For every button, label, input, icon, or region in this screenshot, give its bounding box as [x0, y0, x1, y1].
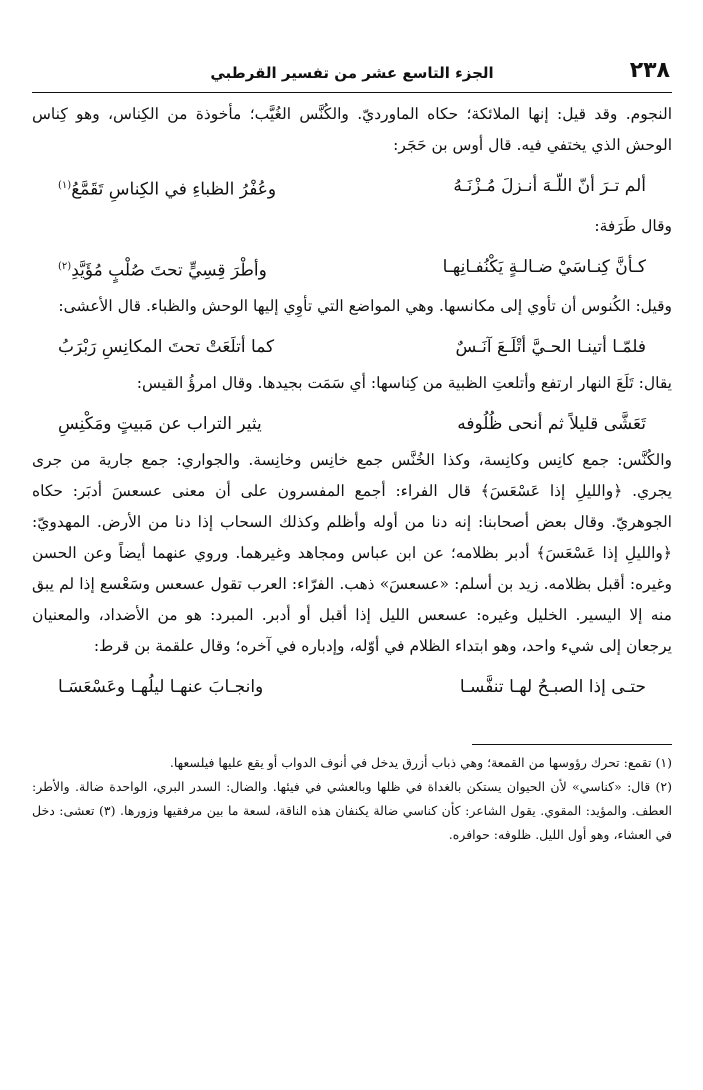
- verse-imru-alqays-second-hemistich: يثير التراب عن مَبيتٍ ومَكْنِسِ: [58, 414, 262, 435]
- book-page: [32, 58, 672, 847]
- verse-alqama: [32, 670, 672, 704]
- verse-asha-first-hemistich: فلمّـا أتينـا الحـيَّ أتْلَـعَ آنَـسٌ: [455, 337, 646, 358]
- verse-asha-second-hemistich: كما أتلَعَتْ تحتَ المكانِسِ رَبْرَبُ: [58, 337, 275, 358]
- verse-alqama-second-hemistich: وانجـابَ عنهـا ليلُهـا وعَسْعَسَـا: [58, 677, 264, 698]
- verse-tarafa: [32, 250, 672, 288]
- verse-alqama-first-hemistich: حتـى إذا الصبـحُ لهـا تنفَّسـا: [459, 677, 646, 698]
- footnote-ref-1: (١): [58, 180, 72, 191]
- footnotes: [32, 751, 672, 847]
- verse-aws: [32, 169, 672, 207]
- verse-asha: [32, 330, 672, 364]
- paragraph-1: النجوم. وقد قيل: إنها الملائكة؛ حكاه الماورديّ. والكُنَّس الغُيَّب؛ مأخوذة من الكِناس، وهو كِناس الوحش الذي يختفي فيه. قال أوس بن حَجَر:: [32, 105, 672, 154]
- footnote-ref-2: (٢): [58, 260, 72, 272]
- verse-aws-second-hemistich: [58, 169, 276, 207]
- page-number: ٢٣٨: [629, 58, 670, 83]
- verse-aws-first-hemistich: ألم تـرَ أنّ اللّـهَ أنـزلَ مُـزْنَـهُ: [453, 176, 646, 196]
- footnote-divider: [472, 744, 672, 745]
- verse-imru-alqays: [32, 407, 672, 441]
- footnote-2-3: (٢) قال: «كناسي» لأن الحيوان يستكن بالغداة في ظلها وبالعشي في فيئها. والضال: السدر البري، الواحدة ضالة. والأطر: العطف. والمؤيد: المقوي. يقول الشاعر: كأن كناسي ضالة يكنفان هذه الناقة، لسعة ما بين مرفقيها وزورها. (٣) تعشى: دخل في العشاء، وهو أول الليل. ظلوفه: حوافره.: [32, 779, 672, 843]
- verse-aws-second-text: وعُفْرُ الظباءِ في الكِناسِ تَقَمَّعُ: [71, 179, 277, 200]
- paragraph-4: يقال: تَلَعَ النهار ارتفع وأتلعتِ الظبية من كِناسها: أي سَمَت بجيدها. وقال امرؤُ القيس:: [136, 374, 672, 393]
- running-title: الجزء التاسع عشر من تفسير القرطبي: [210, 64, 494, 82]
- footnote-1: (١) تقمع: تحرك رؤوسها من القمعة؛ وهي ذباب أزرق يدخل في أنوف الدواب أو يقع عليها فيلسعها.: [169, 755, 672, 771]
- verse-tarafa-second-hemistich: [58, 250, 267, 288]
- paragraph-5: والكُنَّس: جمع كانِس وكانِسة، وكذا الخُنَّس جمع خانِس وخانِسة. والجواري: جمع جارية من جرى يجري. ﴿والليلِ إذا عَسْعَسَ﴾ قال الفراء: أجمع المفسرون على أن معنى عسعسَ أدبَر: حكاه الجوهريّ. وقال بعض أصحابنا: إنه دنا من أوله وأظلم وكذلك السحاب إذا دنا من الأرض. المهدويّ: ﴿والليلِ إذا عَسْعَسَ﴾ أدبر بظلامه؛ عن ابن عباس ومجاهد وغيرهما. وروي عنهما أيضاً وعن الحسن وغيره: أقبل بظلامه. زيد بن أسلم: «عسعسَ» ذهب. الفرّاء: العرب تقول عسعس وسَعْسع إذا لم يبق منه إلا اليسير. الخليل وغيره: عسعس الليل إذا أقبل أو أدبر. المبرد: هو من الأضداد، والمعنيان يرجعان إلى شيء واحد، وهو ابتداء الظلام في أوّله، وإدباره في آخره؛ وقال علقمة بن قرط:: [32, 451, 672, 656]
- page-header: [32, 58, 672, 93]
- paragraph-3: وقيل: الكُنوس أن تأوي إلى مكانسها. وهي المواضع التي تأوِي إليها الوحش والظباء. قال الأعشى:: [58, 297, 672, 316]
- verse-imru-alqays-first-hemistich: تَعَشَّى قليلاً ثم أنحى ظُلُوفه: [457, 414, 646, 435]
- verse-tarafa-first-hemistich: كـأنَّ كِنـاسَيْ ضـالـةٍ يَكْنُفـانِهـا: [442, 256, 646, 277]
- verse-tarafa-second-text: وأطْرَ قِسِيٍّ تحتَ صُلْبٍ مُؤَيَّدِ: [71, 260, 267, 281]
- paragraph-2: وقال طَرَفة:: [594, 216, 672, 235]
